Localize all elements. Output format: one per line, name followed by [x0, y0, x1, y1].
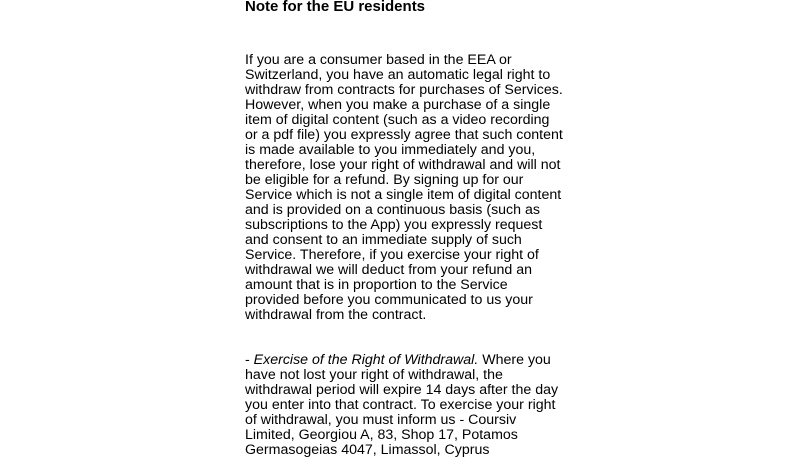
withdrawal-paragraph [245, 353, 565, 458]
withdrawal-text: Where you have not lost your right of withdrawal, the withdrawal period will expire 14 days after the day you enter into that contract. To exercise your right of withdrawal, you must inform us - Coursiv Limited, Georgiou A, 83, Shop 17, Potamos Germasogeias 4047, Limassol, Cyprus [245, 352, 559, 458]
document-content [245, 0, 565, 458]
section-heading: Note for the EU residents [245, 0, 426, 15]
withdrawal-prefix: - [245, 352, 254, 368]
withdrawal-title: Exercise of the Right of Withdrawal. [253, 352, 479, 368]
refund-paragraph: If you are a consumer based in the EEA or Switzerland, you have an automatic legal right to withdraw from contracts for purchases of Services. However, when you make a purchase of a single item of digital content (such as a video recording or a pdf file) you expressly agree that such content is made available to you immediately and you, therefore, lose your right of withdrawal and will not be eligible for a refund. By signing up for our Service which is not a single item of digital content and is provided on a continuous basis (such as subscriptions to the App) you expressly request and consent to an immediate supply of such Service. Therefore, if you exercise your right of withdrawal we will deduct from your refund an amount that is in proportion to the Service provided before you communicated to us your withdrawal from the contract. [245, 52, 563, 323]
